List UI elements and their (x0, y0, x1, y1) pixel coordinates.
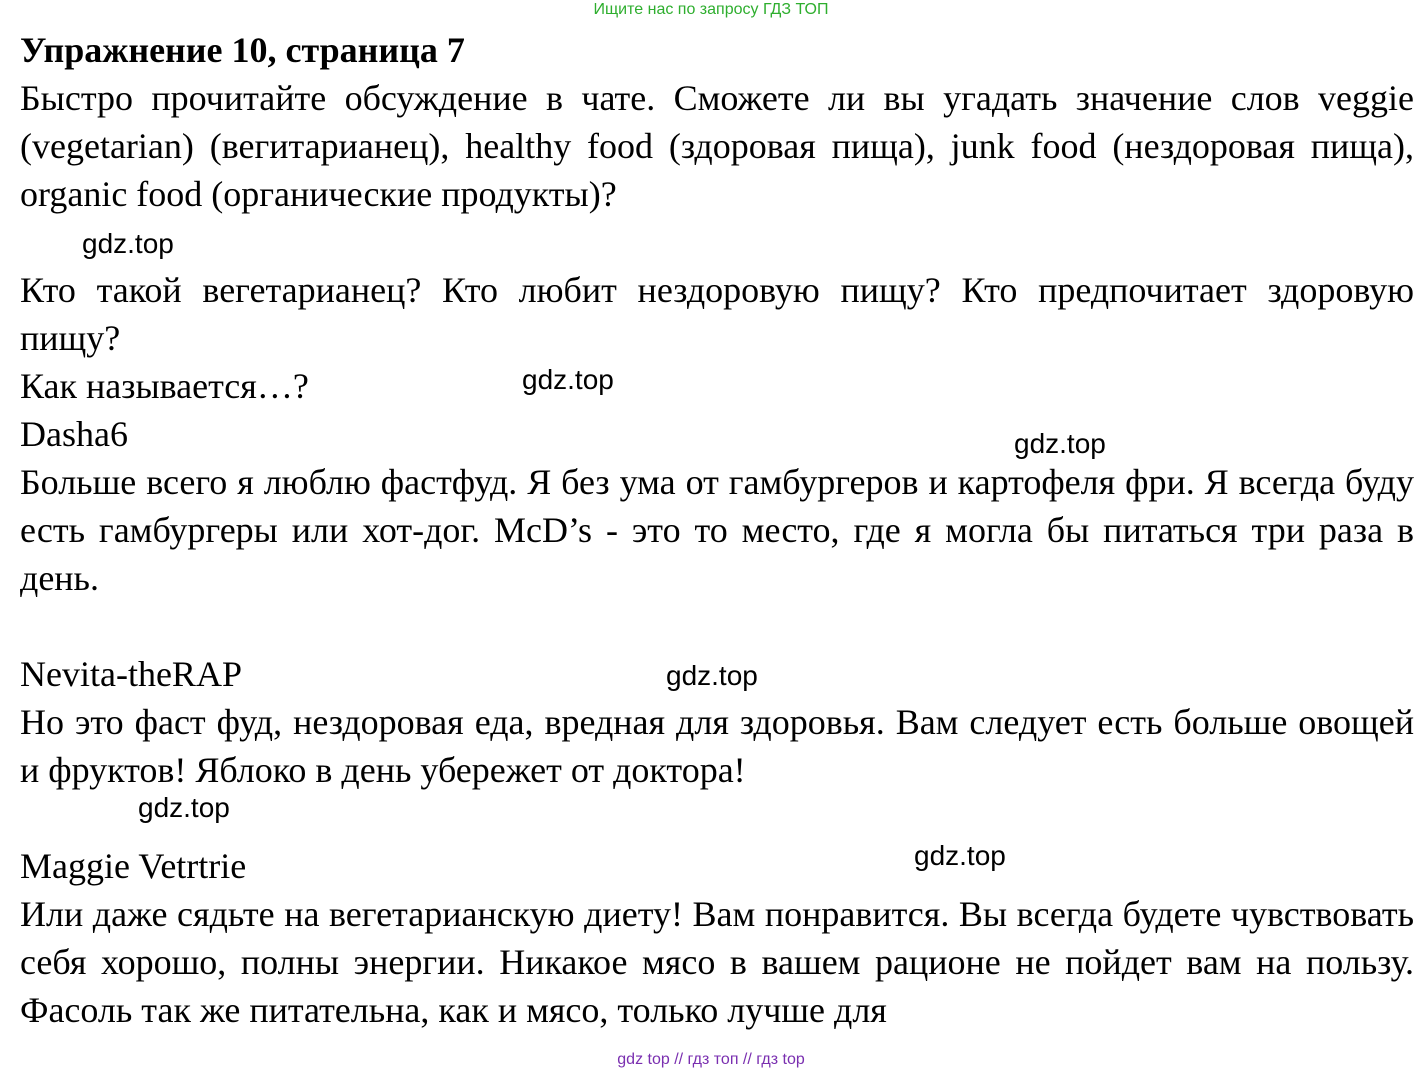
questions-paragraph: Кто такой вегетарианец? Кто любит нездоровую пищу? Кто предпочитает здоровую пищу? (20, 270, 1414, 358)
watermark: gdz.top (82, 228, 174, 259)
post-text-dasha6: Больше всего я люблю фастфуд. Я без ума от гамбургеров и картофеля фри. Я всегда буду есть гамбургеры или хот-дог. McD’s - это то место, где я могла бы питаться три раза в день. (20, 462, 1414, 598)
post-author-dasha6: Dasha6 (20, 414, 128, 454)
watermark: gdz.top (914, 840, 1006, 871)
footer-watermark: gdz top // гдз топ // гдз top (617, 1051, 805, 1068)
watermark: gdz.top (666, 660, 758, 691)
intro-paragraph: Быстро прочитайте обсуждение в чате. Сможете ли вы угадать значение слов veggie (vegetarian) (вегитарианец), healthy food (здоровая пища), junk food (нездоровая пища), organic food (органические продукты)? (20, 78, 1414, 214)
post-author-maggie: Maggie Vetrtrie (20, 846, 247, 886)
watermark: gdz.top (522, 364, 614, 395)
post-text-nevita: Но это фаст фуд, нездоровая еда, вредная для здоровья. Вам следует есть больше овощей и фруктов! Яблоко в день убережет от доктора! (20, 702, 1414, 790)
post-text-maggie: Или даже сядьте на вегетарианскую диету! Вам понравится. Вы всегда будете чувствовать себя хорошо, полны энергии. Никакое мясо в вашем рационе не пойдет вам на пользу. Фасоль так же питательна, как и мясо, только лучше для (20, 894, 1414, 1030)
top-banner: Ищите нас по запросу ГДЗ ТОП (593, 1, 829, 18)
post-author-nevita: Nevita-theRAP (20, 654, 242, 694)
page-title: Упражнение 10, страница 7 (20, 30, 465, 70)
question-short: Как называется…? (20, 366, 309, 406)
watermark: gdz.top (138, 792, 230, 823)
watermark: gdz.top (1014, 428, 1106, 459)
